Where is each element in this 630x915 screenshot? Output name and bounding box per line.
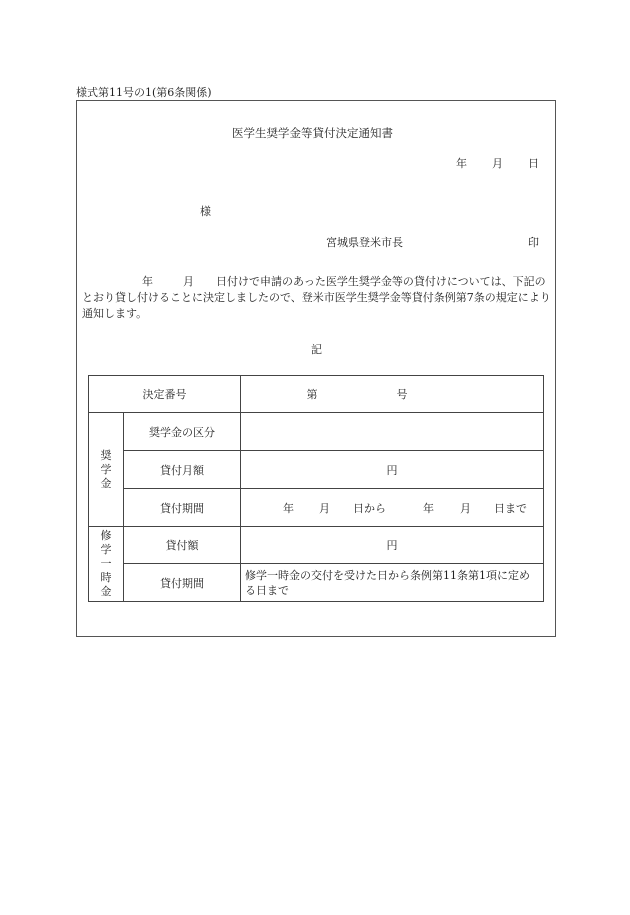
notice-body (82, 274, 552, 322)
decision-table (88, 375, 544, 602)
period-label: 貸付期間 (124, 489, 241, 527)
form-label: 様式第11号の1(第6条関係) (76, 86, 212, 99)
addressee-suffix: 様 (200, 205, 211, 218)
decision-number-label: 決定番号 (89, 376, 241, 413)
period-m1: 月 (319, 501, 330, 515)
lump-period-row (89, 564, 544, 602)
ki-heading: 記 (311, 343, 322, 356)
decision-dai: 第 (306, 388, 318, 401)
scholarship-group-label (89, 413, 124, 527)
seal-mark: 印 (528, 236, 539, 249)
date-day: 日 (528, 157, 539, 170)
body-year: 年 (142, 275, 153, 288)
scholarship-vertical-label (89, 449, 123, 491)
decision-go: 号 (396, 388, 408, 401)
lump-amount-unit: 円 (241, 527, 544, 564)
lump-amount-row (89, 527, 544, 564)
period-y2: 年 (423, 501, 434, 515)
period-m2: 月 (460, 501, 471, 515)
scholarship-kind-value (241, 413, 544, 451)
lump-sum-label: 修学一時金 (100, 529, 112, 598)
period-to: 日まで (494, 501, 527, 515)
body-text: 日付けで申請のあった医学生奨学金等の貸付けについては、下記のとおり貸し付けることに決定しましたので、登米市医学生奨学金等貸付条例第7条の規定により通知します。 (82, 275, 551, 320)
monthly-amount-label: 貸付月額 (124, 451, 241, 489)
decision-number-value (241, 376, 544, 413)
sender-name: 宮城県登米市長 (326, 236, 403, 249)
lump-period-text: 修学一時金の交付を受けた日から条例第11条第1項に定める日まで (241, 564, 544, 602)
monthly-amount-unit: 円 (241, 451, 544, 489)
monthly-amount-row (89, 451, 544, 489)
document-title: 医学生奨学金等貸付決定通知書 (232, 126, 393, 140)
date-month: 月 (492, 157, 503, 170)
scholarship-kind-label: 奨学金の区分 (124, 413, 241, 451)
period-y1: 年 (283, 501, 294, 515)
scholarship-kind-row (89, 413, 544, 451)
date-year: 年 (456, 157, 467, 170)
decision-number-row (89, 376, 544, 413)
lump-period-label: 貸付期間 (124, 564, 241, 602)
lump-sum-group-label (89, 527, 124, 602)
period-row (89, 489, 544, 527)
period-value (241, 489, 544, 527)
period-from: 日から (353, 501, 386, 515)
body-month: 月 (183, 275, 194, 288)
scholarship-label: 奨学金 (100, 448, 112, 490)
lump-amount-label: 貸付額 (124, 527, 241, 564)
